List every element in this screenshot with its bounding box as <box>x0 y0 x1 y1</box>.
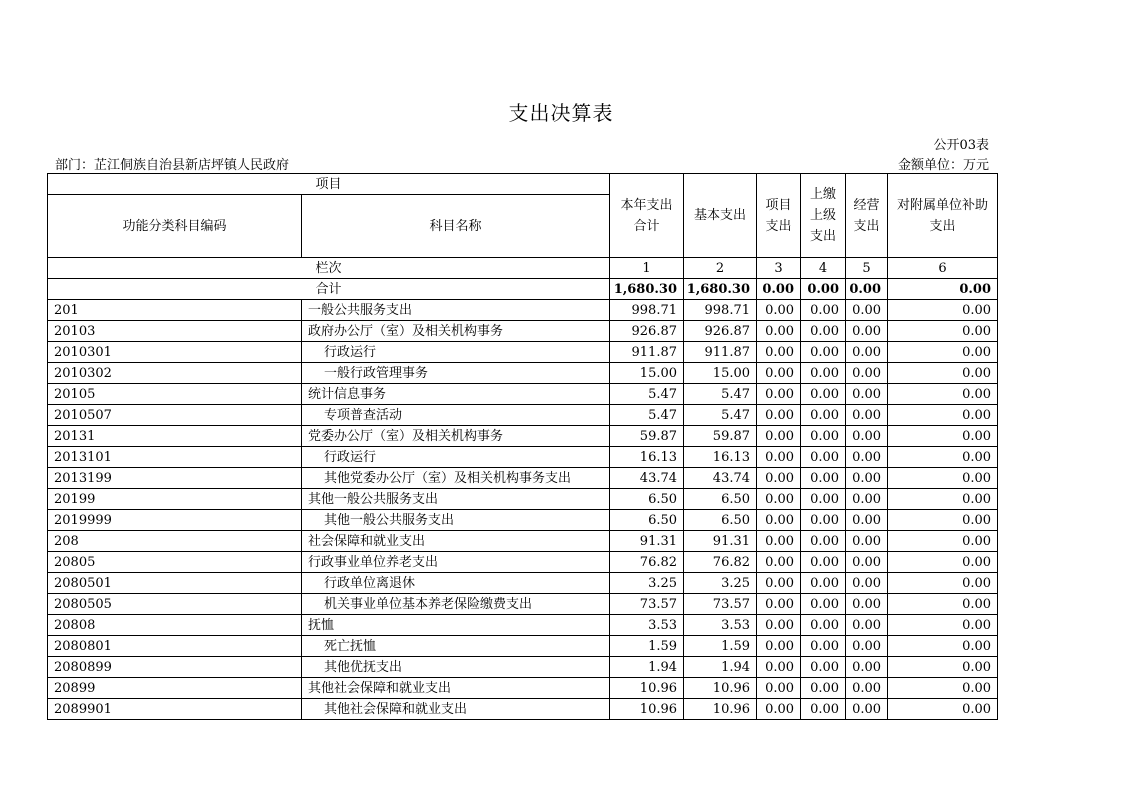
remit-superior-cell: 0.00 <box>801 342 846 363</box>
subject-name: 行政运行 <box>302 447 610 468</box>
subject-name: 行政单位离退休 <box>302 573 610 594</box>
table-row <box>48 678 998 699</box>
subject-name: 其他党委办公厅（室）及相关机构事务支出 <box>302 468 610 489</box>
table-row <box>48 699 998 720</box>
operating-expenditure-cell: 0.00 <box>846 321 888 342</box>
total-value: 0.00 <box>757 279 801 300</box>
project-expenditure-cell: 0.00 <box>757 342 801 363</box>
table-row <box>48 342 998 363</box>
subject-name: 抚恤 <box>302 615 610 636</box>
operating-expenditure-cell: 0.00 <box>846 447 888 468</box>
subject-code: 20805 <box>48 552 302 573</box>
total-expenditure-cell: 59.87 <box>610 426 684 447</box>
total-expenditure-cell: 3.53 <box>610 615 684 636</box>
project-expenditure-cell: 0.00 <box>757 363 801 384</box>
remit-superior-cell: 0.00 <box>801 321 846 342</box>
basic-expenditure-cell: 59.87 <box>684 426 757 447</box>
remit-superior-cell: 0.00 <box>801 300 846 321</box>
project-expenditure-cell: 0.00 <box>757 573 801 594</box>
table-row <box>48 321 998 342</box>
total-expenditure-cell: 43.74 <box>610 468 684 489</box>
total-expenditure-cell: 73.57 <box>610 594 684 615</box>
basic-expenditure-cell: 1.59 <box>684 636 757 657</box>
basic-expenditure-cell: 5.47 <box>684 405 757 426</box>
remit-superior-cell: 0.00 <box>801 363 846 384</box>
table-row <box>48 489 998 510</box>
subsidy-affiliated-cell: 0.00 <box>888 342 998 363</box>
operating-expenditure-cell: 0.00 <box>846 615 888 636</box>
subsidy-affiliated-cell: 0.00 <box>888 636 998 657</box>
basic-expenditure-cell: 911.87 <box>684 342 757 363</box>
subsidy-affiliated-cell: 0.00 <box>888 468 998 489</box>
subsidy-affiliated-cell: 0.00 <box>888 573 998 594</box>
project-expenditure-cell: 0.00 <box>757 468 801 489</box>
header-project-expenditure: 项目支出 <box>757 174 801 258</box>
subject-code: 201 <box>48 300 302 321</box>
header-total-expenditure: 本年支出合计 <box>610 174 684 258</box>
project-expenditure-cell: 0.00 <box>757 636 801 657</box>
subject-code: 20199 <box>48 489 302 510</box>
header-remit-superior: 上缴上级支出 <box>801 174 846 258</box>
subsidy-affiliated-cell: 0.00 <box>888 678 998 699</box>
subsidy-affiliated-cell: 0.00 <box>888 699 998 720</box>
header-row-lanci <box>48 258 998 279</box>
total-expenditure-cell: 15.00 <box>610 363 684 384</box>
subject-code: 2080501 <box>48 573 302 594</box>
table-row <box>48 615 998 636</box>
subject-code: 20105 <box>48 384 302 405</box>
basic-expenditure-cell: 10.96 <box>684 678 757 699</box>
project-expenditure-cell: 0.00 <box>757 615 801 636</box>
project-expenditure-cell: 0.00 <box>757 594 801 615</box>
project-expenditure-cell: 0.00 <box>757 552 801 573</box>
basic-expenditure-cell: 5.47 <box>684 384 757 405</box>
table-row <box>48 405 998 426</box>
header-subsidy-affiliated: 对附属单位补助支出 <box>888 174 998 258</box>
subject-name: 党委办公厅（室）及相关机构事务 <box>302 426 610 447</box>
project-expenditure-cell: 0.00 <box>757 510 801 531</box>
basic-expenditure-cell: 6.50 <box>684 489 757 510</box>
table-row <box>48 426 998 447</box>
total-label: 合计 <box>48 279 610 300</box>
basic-expenditure-cell: 73.57 <box>684 594 757 615</box>
project-expenditure-cell: 0.00 <box>757 657 801 678</box>
total-expenditure-cell: 76.82 <box>610 552 684 573</box>
basic-expenditure-cell: 1.94 <box>684 657 757 678</box>
basic-expenditure-cell: 10.96 <box>684 699 757 720</box>
subsidy-affiliated-cell: 0.00 <box>888 594 998 615</box>
subject-code: 20131 <box>48 426 302 447</box>
subject-name: 其他一般公共服务支出 <box>302 510 610 531</box>
total-value: 1,680.30 <box>684 279 757 300</box>
amount-unit-label: 金额单位：万元 <box>897 158 989 173</box>
project-expenditure-cell: 0.00 <box>757 321 801 342</box>
remit-superior-cell: 0.00 <box>801 447 846 468</box>
subsidy-affiliated-cell: 0.00 <box>888 321 998 342</box>
table-row <box>48 510 998 531</box>
total-value: 0.00 <box>801 279 846 300</box>
remit-superior-cell: 0.00 <box>801 699 846 720</box>
page-title: 支出决算表 <box>508 101 614 125</box>
operating-expenditure-cell: 0.00 <box>846 405 888 426</box>
remit-superior-cell: 0.00 <box>801 531 846 552</box>
subject-name: 专项普查活动 <box>302 405 610 426</box>
table-row <box>48 531 998 552</box>
operating-expenditure-cell: 0.00 <box>846 489 888 510</box>
header-row-item <box>48 174 998 195</box>
subject-code: 2010301 <box>48 342 302 363</box>
operating-expenditure-cell: 0.00 <box>846 510 888 531</box>
col-number: 3 <box>757 258 801 279</box>
basic-expenditure-cell: 76.82 <box>684 552 757 573</box>
subsidy-affiliated-cell: 0.00 <box>888 405 998 426</box>
header-name: 科目名称 <box>302 195 610 258</box>
table-row <box>48 384 998 405</box>
remit-superior-cell: 0.00 <box>801 657 846 678</box>
col-number: 1 <box>610 258 684 279</box>
total-expenditure-cell: 5.47 <box>610 405 684 426</box>
subject-code: 2013199 <box>48 468 302 489</box>
total-expenditure-cell: 6.50 <box>610 489 684 510</box>
subject-name: 其他一般公共服务支出 <box>302 489 610 510</box>
subject-name: 其他社会保障和就业支出 <box>302 678 610 699</box>
operating-expenditure-cell: 0.00 <box>846 573 888 594</box>
basic-expenditure-cell: 3.53 <box>684 615 757 636</box>
project-expenditure-cell: 0.00 <box>757 426 801 447</box>
form-number: 公开03表 <box>933 138 989 153</box>
table-row <box>48 573 998 594</box>
operating-expenditure-cell: 0.00 <box>846 384 888 405</box>
col-number: 4 <box>801 258 846 279</box>
basic-expenditure-cell: 16.13 <box>684 447 757 468</box>
project-expenditure-cell: 0.00 <box>757 678 801 699</box>
subject-code: 20899 <box>48 678 302 699</box>
operating-expenditure-cell: 0.00 <box>846 699 888 720</box>
project-expenditure-cell: 0.00 <box>757 384 801 405</box>
remit-superior-cell: 0.00 <box>801 615 846 636</box>
subsidy-affiliated-cell: 0.00 <box>888 657 998 678</box>
subject-code: 2010302 <box>48 363 302 384</box>
basic-expenditure-cell: 43.74 <box>684 468 757 489</box>
table-row <box>48 657 998 678</box>
total-expenditure-cell: 926.87 <box>610 321 684 342</box>
subject-code: 2080801 <box>48 636 302 657</box>
table-row <box>48 363 998 384</box>
subject-name: 一般行政管理事务 <box>302 363 610 384</box>
subsidy-affiliated-cell: 0.00 <box>888 300 998 321</box>
operating-expenditure-cell: 0.00 <box>846 342 888 363</box>
subject-code: 20808 <box>48 615 302 636</box>
subject-name: 统计信息事务 <box>302 384 610 405</box>
remit-superior-cell: 0.00 <box>801 678 846 699</box>
subject-name: 其他优抚支出 <box>302 657 610 678</box>
subsidy-affiliated-cell: 0.00 <box>888 489 998 510</box>
subsidy-affiliated-cell: 0.00 <box>888 531 998 552</box>
basic-expenditure-cell: 926.87 <box>684 321 757 342</box>
subject-name: 死亡抚恤 <box>302 636 610 657</box>
remit-superior-cell: 0.00 <box>801 594 846 615</box>
subsidy-affiliated-cell: 0.00 <box>888 426 998 447</box>
project-expenditure-cell: 0.00 <box>757 300 801 321</box>
operating-expenditure-cell: 0.00 <box>846 657 888 678</box>
header-basic-expenditure: 基本支出 <box>684 174 757 258</box>
remit-superior-cell: 0.00 <box>801 426 846 447</box>
basic-expenditure-cell: 15.00 <box>684 363 757 384</box>
remit-superior-cell: 0.00 <box>801 489 846 510</box>
operating-expenditure-cell: 0.00 <box>846 678 888 699</box>
project-expenditure-cell: 0.00 <box>757 489 801 510</box>
subject-code: 2019999 <box>48 510 302 531</box>
table-row <box>48 594 998 615</box>
total-value: 0.00 <box>846 279 888 300</box>
project-expenditure-cell: 0.00 <box>757 447 801 468</box>
subject-name: 行政事业单位养老支出 <box>302 552 610 573</box>
basic-expenditure-cell: 6.50 <box>684 510 757 531</box>
table-row <box>48 468 998 489</box>
table-row <box>48 636 998 657</box>
subject-code: 2080899 <box>48 657 302 678</box>
remit-superior-cell: 0.00 <box>801 573 846 594</box>
subsidy-affiliated-cell: 0.00 <box>888 552 998 573</box>
operating-expenditure-cell: 0.00 <box>846 531 888 552</box>
header-item: 项目 <box>48 174 610 195</box>
project-expenditure-cell: 0.00 <box>757 531 801 552</box>
subject-name: 其他社会保障和就业支出 <box>302 699 610 720</box>
operating-expenditure-cell: 0.00 <box>846 636 888 657</box>
total-value: 1,680.30 <box>610 279 684 300</box>
total-expenditure-cell: 998.71 <box>610 300 684 321</box>
total-expenditure-cell: 10.96 <box>610 678 684 699</box>
table-row <box>48 447 998 468</box>
remit-superior-cell: 0.00 <box>801 405 846 426</box>
subject-name: 机关事业单位基本养老保险缴费支出 <box>302 594 610 615</box>
table-row <box>48 552 998 573</box>
total-expenditure-cell: 3.25 <box>610 573 684 594</box>
total-expenditure-cell: 1.94 <box>610 657 684 678</box>
subsidy-affiliated-cell: 0.00 <box>888 384 998 405</box>
total-row <box>48 279 998 300</box>
total-expenditure-cell: 1.59 <box>610 636 684 657</box>
subject-code: 2010507 <box>48 405 302 426</box>
total-expenditure-cell: 6.50 <box>610 510 684 531</box>
col-number: 5 <box>846 258 888 279</box>
header-operating-expenditure: 经营支出 <box>846 174 888 258</box>
operating-expenditure-cell: 0.00 <box>846 300 888 321</box>
col-number: 6 <box>888 258 998 279</box>
total-expenditure-cell: 10.96 <box>610 699 684 720</box>
subject-code: 2013101 <box>48 447 302 468</box>
subject-name: 行政运行 <box>302 342 610 363</box>
subject-code: 2089901 <box>48 699 302 720</box>
remit-superior-cell: 0.00 <box>801 510 846 531</box>
operating-expenditure-cell: 0.00 <box>846 426 888 447</box>
department-label: 部门：芷江侗族自治县新店坪镇人民政府 <box>55 158 290 173</box>
remit-superior-cell: 0.00 <box>801 468 846 489</box>
subsidy-affiliated-cell: 0.00 <box>888 510 998 531</box>
subsidy-affiliated-cell: 0.00 <box>888 447 998 468</box>
subject-name: 一般公共服务支出 <box>302 300 610 321</box>
total-value: 0.00 <box>888 279 998 300</box>
subsidy-affiliated-cell: 0.00 <box>888 363 998 384</box>
operating-expenditure-cell: 0.00 <box>846 552 888 573</box>
remit-superior-cell: 0.00 <box>801 552 846 573</box>
basic-expenditure-cell: 91.31 <box>684 531 757 552</box>
remit-superior-cell: 0.00 <box>801 636 846 657</box>
project-expenditure-cell: 0.00 <box>757 405 801 426</box>
table-row <box>48 300 998 321</box>
subject-name: 社会保障和就业支出 <box>302 531 610 552</box>
subject-code: 2080505 <box>48 594 302 615</box>
total-expenditure-cell: 911.87 <box>610 342 684 363</box>
operating-expenditure-cell: 0.00 <box>846 363 888 384</box>
operating-expenditure-cell: 0.00 <box>846 468 888 489</box>
total-expenditure-cell: 16.13 <box>610 447 684 468</box>
remit-superior-cell: 0.00 <box>801 384 846 405</box>
total-expenditure-cell: 91.31 <box>610 531 684 552</box>
basic-expenditure-cell: 998.71 <box>684 300 757 321</box>
subsidy-affiliated-cell: 0.00 <box>888 615 998 636</box>
header-code: 功能分类科目编码 <box>48 195 302 258</box>
subject-name: 政府办公厅（室）及相关机构事务 <box>302 321 610 342</box>
expenditure-table <box>47 173 998 720</box>
header-lanci: 栏次 <box>48 258 610 279</box>
project-expenditure-cell: 0.00 <box>757 699 801 720</box>
col-number: 2 <box>684 258 757 279</box>
total-expenditure-cell: 5.47 <box>610 384 684 405</box>
subject-code: 20103 <box>48 321 302 342</box>
basic-expenditure-cell: 3.25 <box>684 573 757 594</box>
operating-expenditure-cell: 0.00 <box>846 594 888 615</box>
subject-code: 208 <box>48 531 302 552</box>
